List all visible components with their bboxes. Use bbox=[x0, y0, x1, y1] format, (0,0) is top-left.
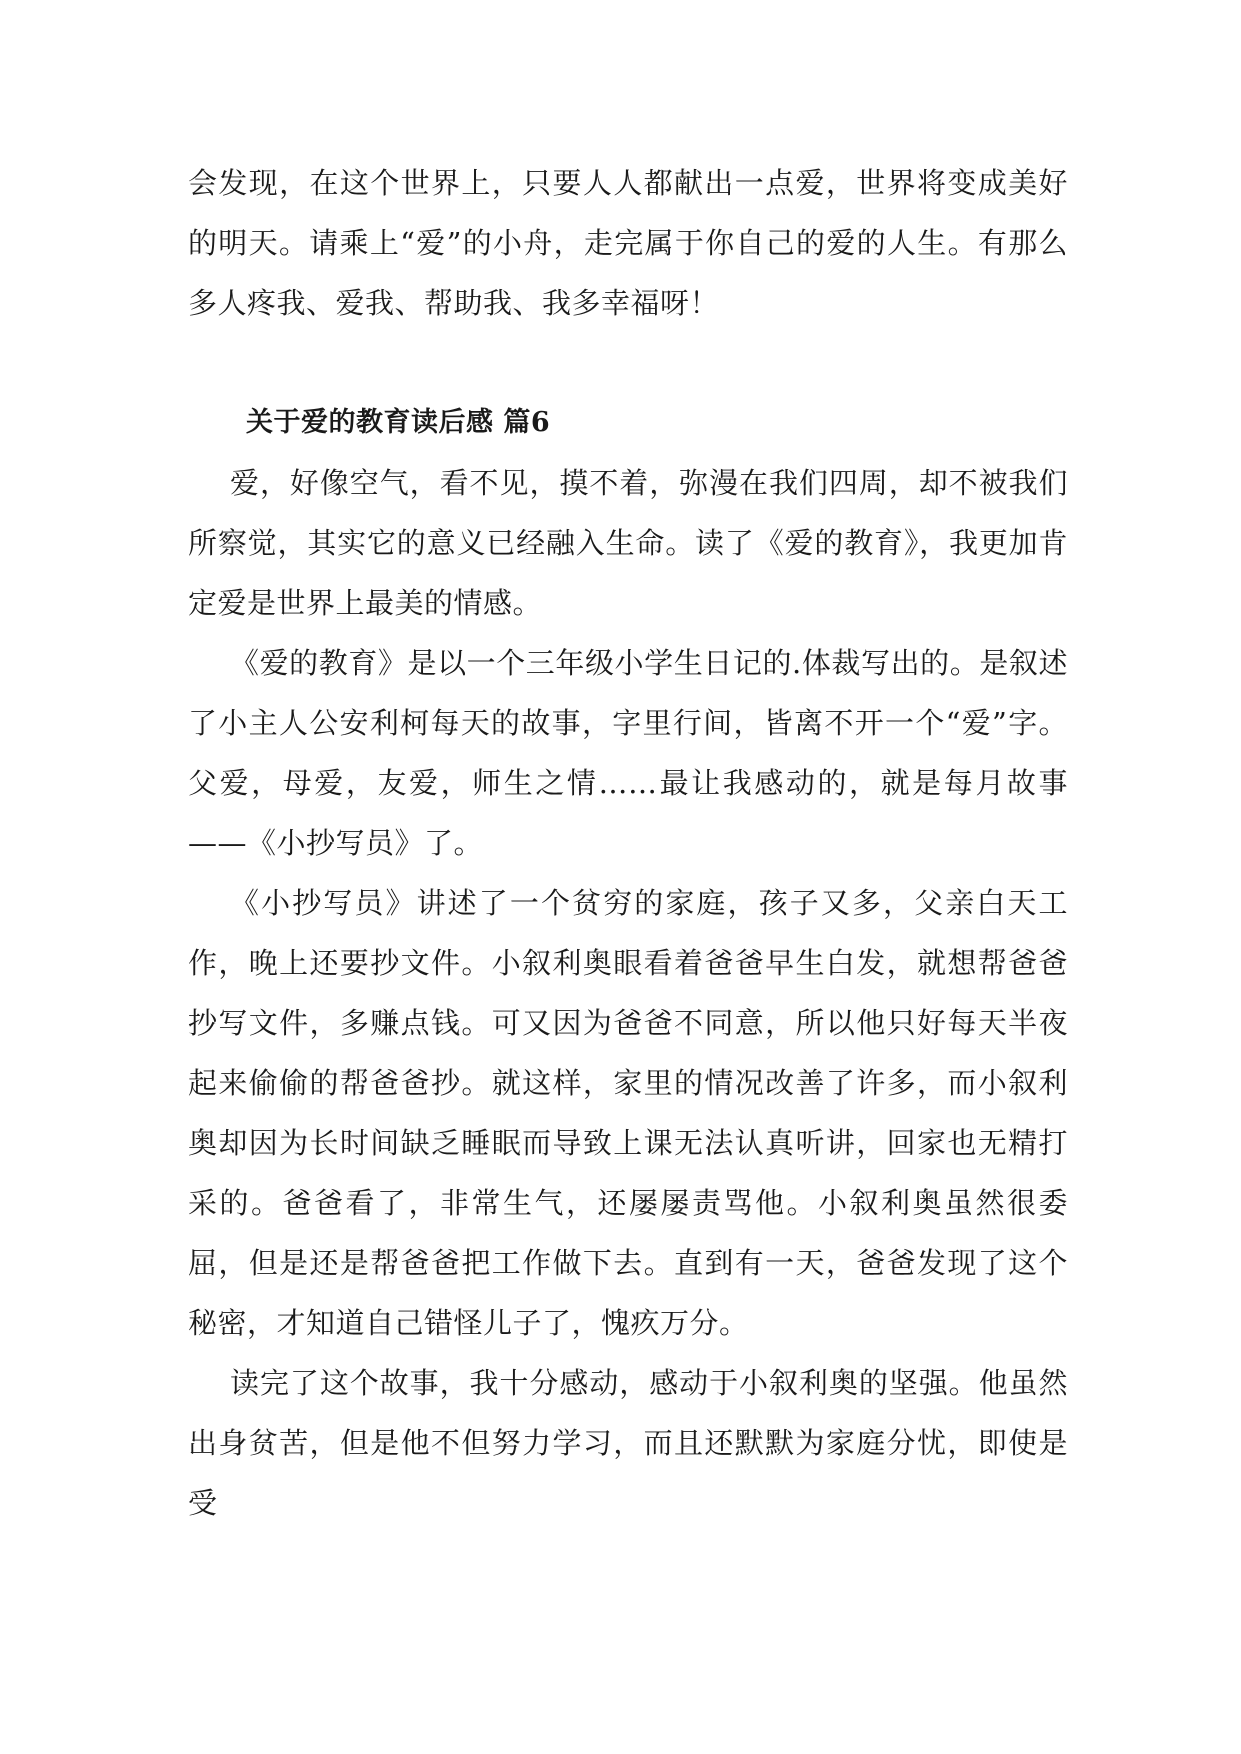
paragraph: 《小抄写员》讲述了一个贫穷的家庭，孩子又多，父亲白天工作，晚上还要抄文件。小叙利奥眼看着爸爸早生白发，就想帮爸爸抄写文件，多赚点钱。可又因为爸爸不同意，所以他只好每天半夜起来偷偷的帮爸爸抄。就这样，家里的情况改善了许多，而小叙利奥却因为长时间缺乏睡眠而导致上课无法认真听讲，回家也无精打采的。爸爸看了，非常生气，还屡屡责骂他。小叙利奥虽然很委屈，但是还是帮爸爸把工作做下去。直到有一天，爸爸发现了这个秘密，才知道自己错怪儿子了，愧疚万分。 bbox=[188, 886, 1068, 1340]
paragraph: 读完了这个故事，我十分感动，感动于小叙利奥的坚强。他虽然出身贫苦，但是他不但努力学习，而且还默默为家庭分忧，即使是受 bbox=[188, 1366, 1068, 1520]
paragraph-continued: 会发现，在这个世界上，只要人人都献出一点爱，世界将变成美好的明天。请乘上“爱”的小舟，走完属于你自己的爱的人生。有那么多人疼我、爱我、帮助我、我多幸福呀！ bbox=[188, 166, 1068, 320]
paragraph: 《爱的教育》是以一个三年级小学生日记的.体裁写出的。是叙述了小主人公安利柯每天的故事，字里行间，皆离不开一个“爱”字。父爱，母爱，友爱，师生之情……最让我感动的，就是每月故事——《小抄写员》了。 bbox=[188, 646, 1068, 860]
document-body bbox=[188, 153, 1068, 1533]
section-heading: 关于爱的教育读后感 篇6 bbox=[246, 407, 551, 438]
paragraph: 爱，好像空气，看不见，摸不着，弥漫在我们四周，却不被我们所察觉，其实它的意义已经融入生命。读了《爱的教育》，我更加肯定爱是世界上最美的情感。 bbox=[188, 466, 1068, 620]
